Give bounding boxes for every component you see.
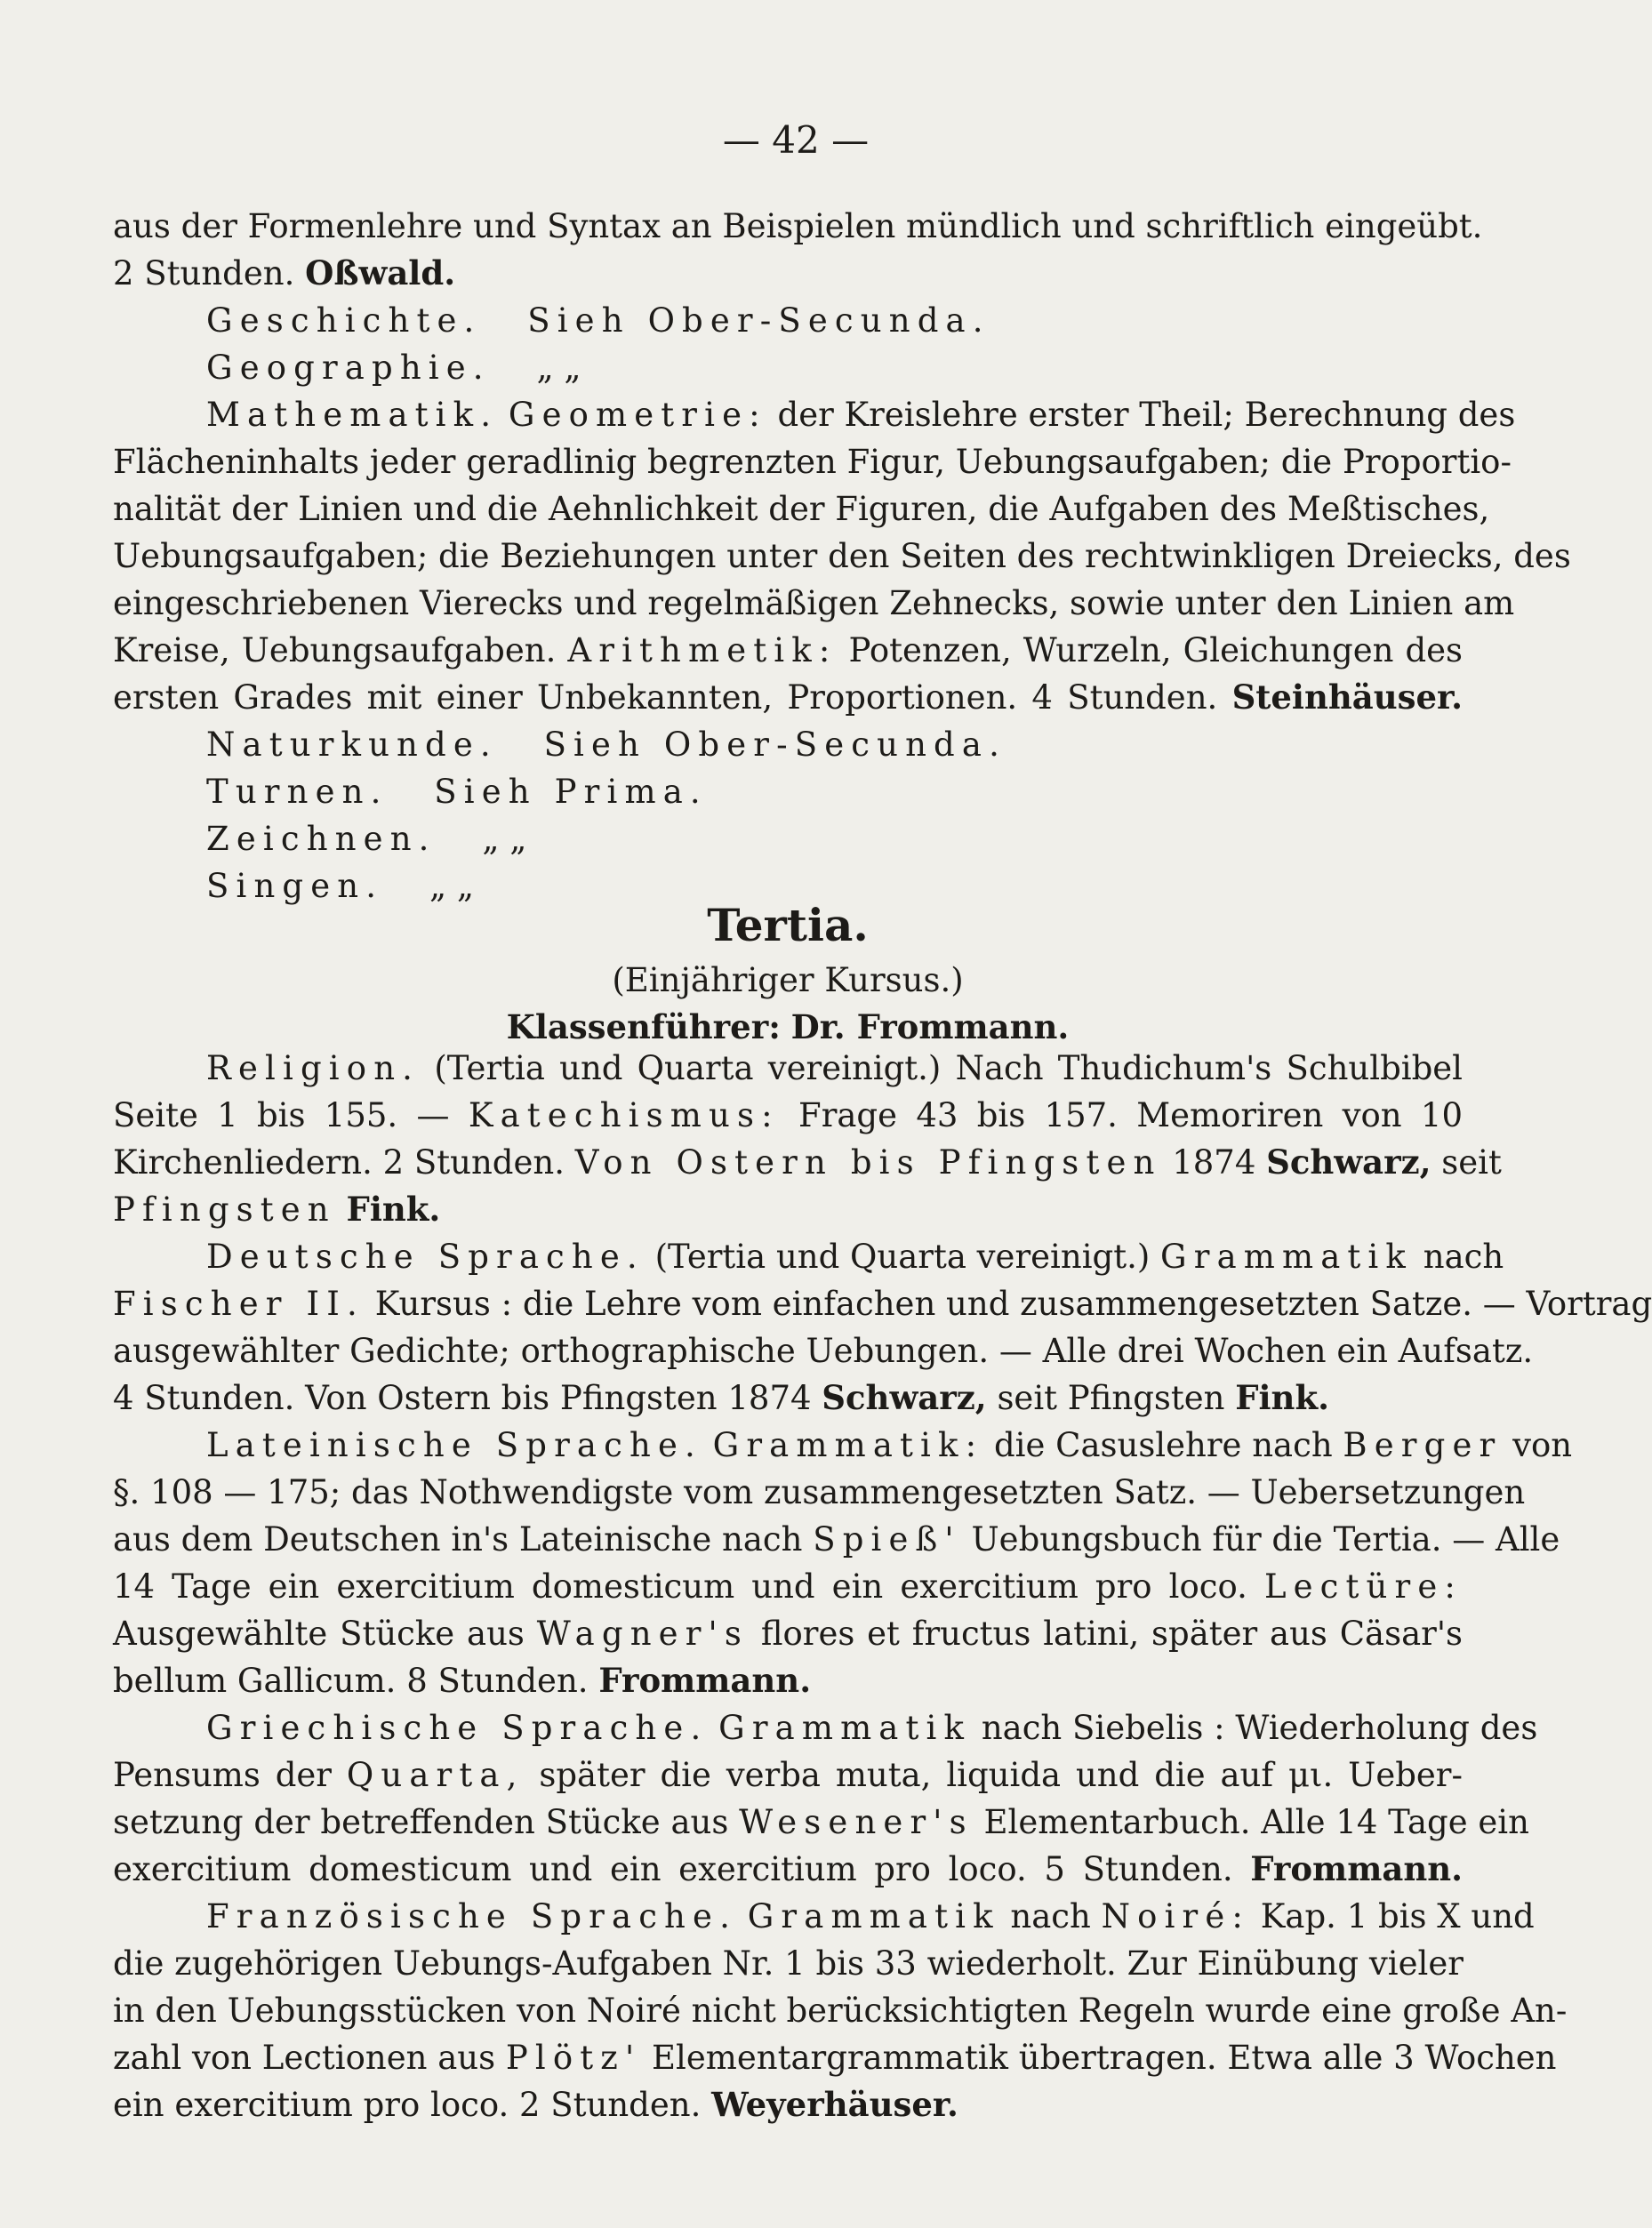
text-span: Sieh Prima.	[434, 773, 708, 811]
subject-line	[113, 1893, 1535, 1940]
class-leader-label: Klassenführer:	[506, 1007, 781, 1046]
text-span: Pensums der	[113, 1756, 332, 1794]
author-name: Wesener's	[739, 1803, 974, 1841]
text-span: von	[1512, 1426, 1573, 1464]
subject-line	[113, 1422, 1573, 1469]
teacher-name: Schwarz,	[822, 1378, 987, 1417]
text-line	[113, 2081, 1463, 2128]
text-span: seit	[1441, 1143, 1502, 1182]
author-name: Wagner's	[536, 1615, 749, 1653]
text-span: 2 Stunden.	[113, 254, 295, 293]
author-name: Fischer II.	[113, 1285, 365, 1323]
text-line	[113, 1610, 1463, 1657]
text-span: Elementarbuch. Alle 14 Tage ein	[983, 1803, 1529, 1841]
text-span: die Casuslehre nach	[993, 1426, 1333, 1464]
text-span: später die verba muta, liquida und die auf μι. Ueber-	[539, 1756, 1463, 1794]
teacher-name: Fink.	[346, 1190, 441, 1229]
text-span: Sieh Ober-Secunda.	[543, 725, 1006, 764]
subject-title: Singen.	[206, 867, 384, 905]
text-span: ersten Grades mit einer Unbekannten, Proportionen. 4 Stunden.	[113, 678, 1218, 717]
text-span: aus dem Deutschen in's Lateinische nach	[113, 1520, 803, 1559]
text-span: 14 Tage ein exercitium domesticum und ein exercitium pro loco.	[113, 1567, 1247, 1606]
text-line	[113, 250, 1463, 297]
teacher-name: Weyerhäuser.	[711, 2085, 958, 2124]
topic-title: Geometrie:	[508, 396, 767, 434]
text-span: (Tertia und Quarta vereinigt.)	[654, 1238, 1151, 1276]
text-line	[113, 1751, 1463, 1799]
subject-title: Geographie.	[206, 349, 491, 387]
text-line	[113, 1280, 1652, 1327]
subject-line	[113, 768, 1463, 815]
teacher-name: Fink.	[1235, 1378, 1329, 1417]
text-span: nach Siebelis : Wiederholung des	[981, 1709, 1538, 1747]
ditto-marks: „ „	[482, 820, 527, 858]
teacher-name: Oßwald.	[305, 253, 456, 293]
text-span: Kirchenliedern. 2 Stunden.	[113, 1143, 565, 1182]
author-name: Berger	[1343, 1426, 1503, 1464]
topic-title: Grammatik	[747, 1897, 1000, 1935]
subject-title: Turnen.	[206, 773, 389, 811]
text-span: nach	[1423, 1238, 1504, 1276]
topic-title: Katechismus:	[468, 1096, 780, 1134]
subject-line	[113, 815, 1463, 862]
author-name: Spieß'	[813, 1520, 961, 1559]
section-heading: Tertia.	[707, 899, 869, 951]
text-span: Frage 43 bis 157. Memoriren von 10	[798, 1096, 1463, 1134]
text-span: ein exercitium pro loco. 2 Stunden.	[113, 2086, 702, 2124]
text-line	[113, 1657, 1463, 1704]
subject-title: Mathematik.	[206, 396, 499, 434]
text-span: Pfingsten	[113, 1190, 336, 1229]
text-span: der Kreislehre erster Theil; Berechnung des	[777, 396, 1516, 434]
subject-line	[113, 391, 1516, 438]
subject-title: Zeichnen.	[206, 820, 437, 858]
text-span: Kursus : die Lehre vom einfachen und zusammengesetzten Satze. — Vortrag	[374, 1285, 1652, 1323]
teacher-name: Steinhäuser.	[1231, 677, 1463, 717]
text-line: ausgewählter Gedichte; orthographische Uebungen. — Alle drei Wochen ein Aufsatz.	[113, 1332, 1534, 1370]
text-span: setzung der betreffenden Stücke aus	[113, 1803, 729, 1841]
text-line	[113, 1374, 1463, 1422]
text-line: nalität der Linien und die Aehnlichkeit der Figuren, die Aufgaben des Meßtisches,	[113, 490, 1490, 528]
subject-title: Lateinische Sprache.	[206, 1426, 702, 1464]
topic-title: Arithmetik:	[567, 631, 838, 669]
text-span: flores et fructus latini, später aus Cäsar's	[760, 1615, 1463, 1653]
text-line: Flächeninhalts jeder geradlinig begrenzten Figur, Uebungsaufgaben; die Proportio-	[113, 443, 1512, 481]
text-span: Elementargrammatik übertragen. Etwa alle 3 Wochen	[652, 2039, 1557, 2077]
teacher-name: Frommann.	[598, 1661, 812, 1700]
topic-title: Grammatik	[718, 1709, 972, 1747]
text-line	[113, 1516, 1560, 1563]
section-tertia	[113, 1045, 1652, 2128]
subject-title: Geschichte.	[206, 301, 482, 340]
text-line	[113, 2034, 1557, 2081]
ditto-marks: „ „	[429, 867, 475, 905]
section-heading-block	[113, 894, 1463, 1051]
text-span: nach	[1010, 1897, 1091, 1935]
text-line: in den Uebungsstücken von Noiré nicht berücksichtigten Regeln wurde eine große An-	[113, 1992, 1568, 2030]
text-line: §. 108 — 175; das Nothwendigste vom zusammengesetzten Satz. — Uebersetzungen	[113, 1473, 1526, 1511]
text-line	[113, 627, 1463, 674]
text-span: Uebungsbuch für die Tertia. — Alle	[971, 1520, 1560, 1559]
subject-title: Naturkunde.	[206, 725, 498, 764]
text-line	[113, 1846, 1463, 1893]
subject-line	[113, 344, 1463, 391]
subject-line	[113, 1704, 1538, 1751]
text-span: zahl von Lectionen aus	[113, 2039, 496, 2077]
text-line: aus der Formenlehre und Syntax an Beispielen mündlich und schriftlich eingeübt.	[113, 207, 1483, 245]
text-span: 1874	[1172, 1143, 1256, 1182]
text-span: (Tertia und Quarta vereinigt.) Nach Thudichum's Schulbibel	[434, 1049, 1463, 1087]
text-span: Quarta,	[346, 1756, 525, 1794]
text-line: Uebungsaufgaben; die Beziehungen unter den Seiten des rechtwinkligen Dreiecks, des	[113, 537, 1571, 575]
text-line	[113, 1139, 1502, 1186]
text-span: exercitium domesticum und ein exercitium pro loco. 5 Stunden.	[113, 1850, 1233, 1888]
topic-title: Grammatik	[1160, 1238, 1413, 1276]
topic-title: Lectüre:	[1263, 1567, 1463, 1606]
text-line	[113, 1186, 1463, 1233]
teacher-name: Schwarz,	[1266, 1142, 1431, 1182]
text-line: die zugehörigen Uebungs-Aufgaben Nr. 1 bis 33 wiederholt. Zur Einübung vieler	[113, 1944, 1464, 1983]
text-line	[113, 1092, 1463, 1139]
text-span: Kreise, Uebungsaufgaben.	[113, 631, 557, 669]
teacher-name: Frommann.	[1250, 1849, 1463, 1888]
class-leader-name: Dr. Frommann.	[790, 1007, 1070, 1046]
text-line	[113, 1799, 1529, 1846]
ditto-marks: „ „	[536, 349, 581, 387]
text-line: eingeschriebenen Vierecks und regelmäßigen Zehnecks, sowie unter den Linien am	[113, 584, 1515, 622]
subject-title: Französische Sprache.	[206, 1897, 737, 1935]
subject-line	[113, 721, 1463, 768]
text-span: Ausgewählte Stücke aus	[113, 1615, 525, 1653]
subject-line	[113, 1045, 1463, 1092]
section-upper-secunda-continued	[113, 203, 1571, 910]
topic-title: Grammatik:	[712, 1426, 984, 1464]
section-subheading: (Einjähriger Kursus.)	[612, 961, 964, 999]
subject-title: Griechische Sprache.	[206, 1709, 709, 1747]
text-span: Sieh Ober-Secunda.	[527, 301, 990, 340]
author-name: Plötz'	[505, 2039, 642, 2077]
text-span: Potenzen, Wurzeln, Gleichungen des	[848, 631, 1464, 669]
text-span: Von Ostern bis Pfingsten	[574, 1143, 1162, 1182]
text-line	[113, 674, 1463, 721]
text-line	[113, 1563, 1463, 1610]
text-span: bellum Gallicum. 8 Stunden.	[113, 1662, 589, 1700]
subject-title: Deutsche Sprache.	[206, 1238, 645, 1276]
subject-line	[113, 297, 1463, 344]
page-number: — 42 —	[722, 118, 870, 162]
text-span: 4 Stunden. Von Ostern bis Pfingsten 1874	[113, 1379, 812, 1417]
text-span: seit Pfingsten	[997, 1379, 1225, 1417]
subject-title: Religion.	[206, 1049, 421, 1087]
text-span: Seite 1 bis 155. —	[113, 1096, 450, 1134]
subject-line	[113, 1233, 1504, 1280]
author-name: Noiré:	[1101, 1897, 1251, 1935]
text-span: Kap. 1 bis X und	[1260, 1897, 1535, 1935]
